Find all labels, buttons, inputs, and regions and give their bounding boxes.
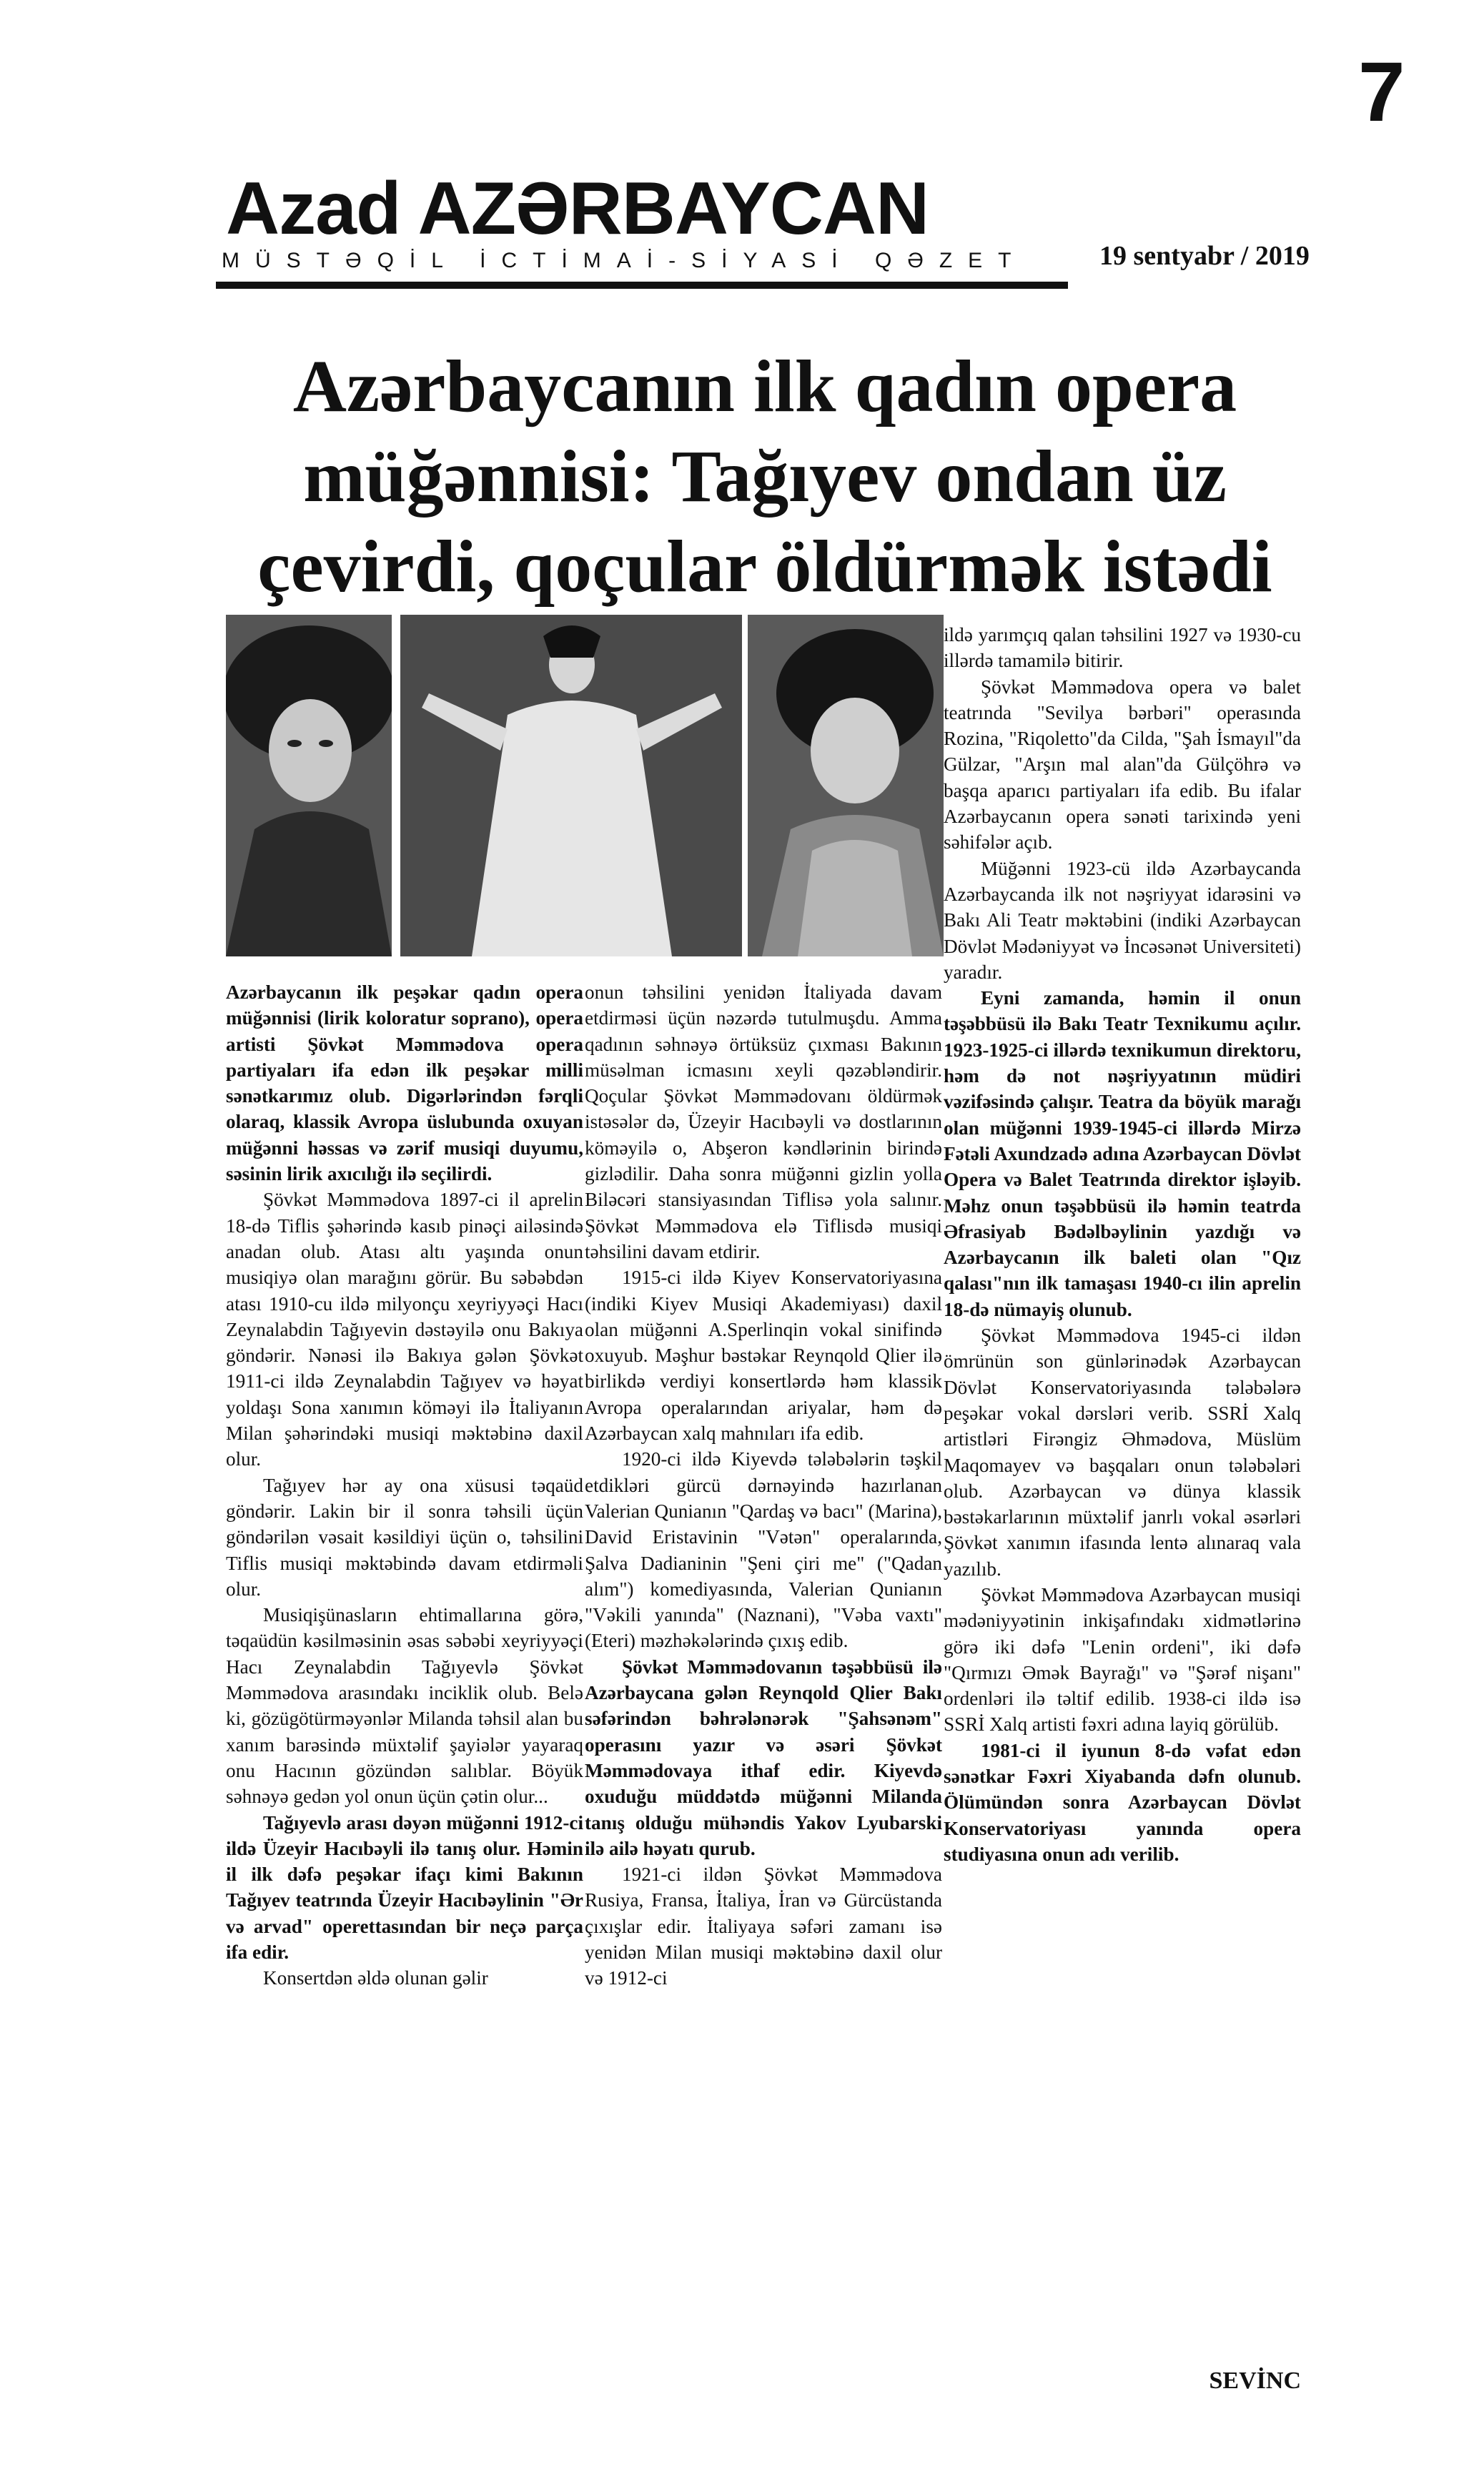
article-column-1: [226, 979, 583, 1991]
paragraph: Musiqişünasların ehtimallarına görə, təqaüdün kəsilməsinin əsas səbəbi xeyriyyəçi Hacı Zeynalabdin Tağıyevlə Şövkət Məmmədova arasındakı inciklik olub. Belə ki, gözügötürməyənlər Milanda təhsil alan bu xanım barəsində müxtəlif şayiələr yayaraq onu Hacının gözündən salıblar. Böyük səhnəyə gedən yol onun üçün çətin olur...: [226, 1604, 583, 1808]
paragraph: Eyni zamanda, həmin il onun təşəbbüsü ilə Bakı Teatr Texnikumu açılır. 1923-1925-ci illərdə texnikumun direktoru, həm də not nəşriyyatının müdiri vəzifəsində çalışır. Teatra da böyük marağı olan müğənni 1939-1945-ci illərdə Mirzə Fətəli Axundzadə adına Azərbaycan Dövlət Opera və Balet Teatrında direktor işləyib. Məhz onun təşəbbüsü ilə həmin teatrda Əfrasiyab Bədəlbəylinin yazdığı və Azərbaycanın ilk baleti olan "Qız qalası"nın ilk tamaşası 1940-cı ilin aprelin 18-də nümayiş olunub.: [944, 987, 1301, 1320]
paragraph: Tağıyev hər ay ona xüsusi təqaüd göndərir. Lakin bir il sonra təhsili üçün göndərilən vəsait kəsildiyi üçün o, təhsilini Tiflis musiqi məktəbində davam etdirməli olur.: [226, 1474, 583, 1600]
paragraph: Şövkət Məmmədova Azərbaycan musiqi mədəniyyətinin inkişafındakı xidmətlərinə görə iki dəfə "Lenin ordeni", iki dəfə "Qırmızı Əmək Bayrağı" və "Şərəf nişanı" ordenləri ilə təltif edilib. 1938-ci ildə isə SSRİ Xalq artisti fəxri adına layiq görülüb.: [944, 1583, 1301, 1736]
paragraph: 1915-ci ildə Kiyev Konservatoriyasına (indiki Kiyev Musiqi Akademiyası) daxil olan müğənni A.Sperlinqin vokal sinifində oxuyub. Məşhur bəstəkar Reynqold Qlier ilə birlikdə verdiyi konsertlərdə həm klassik Avropa operalarından ariyalar, həm də Azərbaycan xalq mahnıları ifa edib.: [585, 1267, 942, 1445]
masthead-rule: [216, 282, 1068, 289]
paragraph: 1981-ci il iyunun 8-də vəfat edən sənətkar Fəxri Xiyabanda dəfn olunub. Ölümündən sonra Azərbaycan Dövlət Konservatoriyası yanında opera studiyasına onun adı verilib.: [944, 1739, 1301, 1865]
article-headline: Azərbaycanın ilk qadın opera müğənnisi: Tağıyev ondan üz çevirdi, qoçular öldürmək istədi: [257, 345, 1272, 608]
issue-date: 19 sentyabr / 2019: [1099, 241, 1310, 271]
paragraph: Tağıyevlə arası dəyən müğənni 1912-ci ildə Üzeyir Hacıbəyli ilə tanış olur. Həmin il ilk dəfə peşəkar ifaçı kimi Bakının Tağıyev teatrında Üzeyir Hacıbəylinin "Ər və arvad" operettasından bir neçə parça ifa edir.: [226, 1811, 583, 1963]
photo-caption: Azərbaycanın ilk peşəkar qadın opera müğənnisi (lirik koloratur soprano), opera artisti Şövkət Məmmədova opera partiyaları ifa edən ilk peşəkar milli sənətkarımız olub. Digərlərindən fərqli olaraq, klassik Avropa üslubunda oxuyan müğənni həssas və zərif musiqi duyumu, səsinin lirik axıcılığı ilə seçilirdi.: [226, 981, 583, 1185]
paragraph: ildə yarımçıq qalan təhsilini 1927 və 1930-cu illərdə tamamilə bitirir.: [944, 624, 1301, 672]
paragraph: Şövkət Məmmədova opera və balet teatrında "Sevilya bərbəri" operasında Rozina, "Riqoletto"da Cilda, "Şah İsmayıl"da Gülzar, "Arşın mal alan"da Gülçöhrə və başqa aparıcı partiyaları ifa edib. Bu ifalar Azərbaycanın opera sənəti tarixində yeni səhifələr açıb.: [944, 676, 1301, 853]
author-signature: SEVİNC: [1209, 2367, 1301, 2394]
paragraph: Şövkət Məmmədova 1897-ci il aprelin 18-də Tiflis şəhərində kasıb pinəçi ailəsində anadan olub. Atası altı yaşında onun musiqiyə olan marağını görür. Bu səbəbdən atası 1910-cu ildə milyonçu xeyriyyəçi Hacı Zeynalabdin Tağıyevin dəstəyilə onu Bakıya göndərir. Nənəsi ilə Bakıya gələn Şövkət 1911-ci ildə Zeynalabdin Tağıyev və həyat yoldaşı Sona xanımın köməyi ilə İtaliyanın Milan şəhərindəki musiqi məktəbinə daxil olur.: [226, 1189, 583, 1470]
portrait-photo-center-image: [400, 615, 742, 956]
paragraph: 1920-ci ildə Kiyevdə tələbələrin təşkil etdikləri gürcü dərnəyində hazırlanan Valerian Qunianın "Qardaş və bacı" (Marina), David Eristavinin "Vətən" operalarında, Şalva Dadianinin "Şeni çiri me" ("Qadan alım") komediyasında, Valerian Qunianın "Vəkili yanında" (Naznani), "Vəba vaxtı" (Eteri) məzhəkələrində çıxış edib.: [585, 1448, 942, 1652]
newspaper-tagline: MÜSTƏQİL İCTİMAİ-SİYASİ QƏZET: [222, 249, 1027, 272]
paragraph: 1921-ci ildən Şövkət Məmmədova Rusiya, Fransa, İtaliya, İran və Gürcüstanda çıxışlar edir. İtaliyaya səfəri zamanı isə yenidən Milan musiqi məktəbinə daxil olur və 1912-ci: [585, 1864, 942, 1989]
portrait-photo-left: [226, 615, 392, 956]
paragraph: Şövkət Məmmədova 1945-ci ildən ömrünün son günlərinədək Azərbaycan Dövlət Konservatoriyasında tələbələrə peşəkar vokal dərsləri verib. SSRİ Xalq artistləri Firəngiz Əhmədova, Müslüm Maqomayev və başqaları onun tələbələri olub. Azərbaycan və dünya klassik bəstəkarlarının müxtəlif janrlı vokal əsərləri Şövkət xanımın ifasında lentə alınaraq vala yazılıb.: [944, 1325, 1301, 1580]
paragraph: Müğənni 1923-cü ildə Azərbaycanda Azərbaycanda ilk not nəşriyyat idarəsini və Bakı Ali Teatr məktəbini (indiki Azərbaycan Dövlət Mədəniyyət və İncəsənət Universiteti) yaradır.: [944, 857, 1301, 983]
paragraph: Konsertdən əldə olunan gəlir: [263, 1967, 488, 1989]
article-column-2: [585, 979, 942, 1991]
page-number: 7: [1358, 45, 1405, 139]
portrait-photo-right-image: [748, 615, 944, 956]
article-column-3: [944, 622, 1301, 1867]
portrait-photo-center: [400, 615, 742, 956]
portrait-photo-right: [748, 615, 944, 956]
paragraph: onun təhsilini yenidən İtaliyada davam etdirməsi üçün nəzərdə tutulmuşdu. Amma qadının səhnəyə örtüksüz çıxması Bakının müsəlman icmasını xeyli qəzəbləndirir. Qoçular Şövkət Məmmədovanı öldürmək istəsələr də, Üzeyir Hacıbəyli və dostlarının köməyilə o, Abşeron kəndlərinin birində gizlədilir. Daha sonra müğənni gizlin yolla Biləcəri stansiyasından Tiflisə yola salınır. Şövkət Məmmədova elə Tiflisdə musiqi təhsilini davam etdirir.: [585, 981, 942, 1262]
portrait-photo-left-image: [226, 615, 392, 956]
newspaper-title: Azad AZƏRBAYCAN: [226, 167, 929, 250]
paragraph: Şövkət Məmmədovanın təşəbbüsü ilə Azərbaycana gələn Reynqold Qlier Bakı səfərindən bəhrələnərək "Şahsənəm" operasını yazır və əsəri Şövkət Məmmədovaya ithaf edir. Kiyevdə oxuduğu müddətdə müğənni Milanda tanış olduğu mühəndis Yakov Lyubarski ilə ailə həyatı qurub.: [585, 1656, 942, 1859]
